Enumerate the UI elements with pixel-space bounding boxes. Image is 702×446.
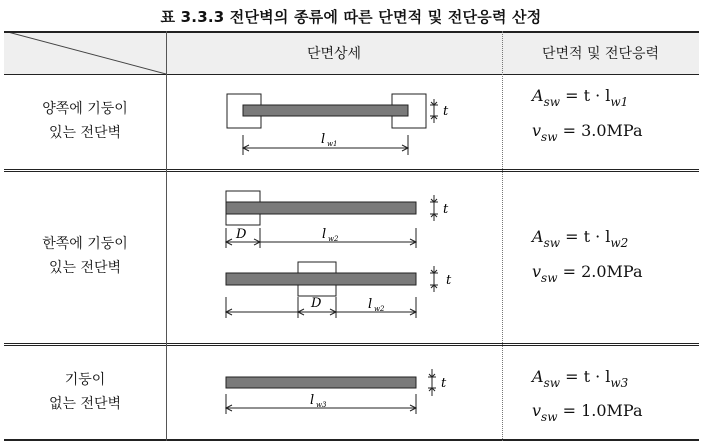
row3-area-formula [532,367,629,390]
row1-stress-v: v [532,121,542,140]
row2-stress-sub: sw [541,271,558,285]
row3-area-sub: sw [543,376,560,390]
row1-dim-l-sub: w1 [327,140,338,148]
row3-dim-l: l [310,393,315,408]
row3-area-rhs-sub: w3 [610,376,629,390]
row1-area-A: A [532,86,544,105]
row2a-dim-t: t [443,202,449,217]
row2-area-formula [532,227,629,250]
row3-dim-t: t [441,376,447,391]
row2-area-A: A [532,227,544,246]
row1-label [4,97,166,145]
row1-area-rhs-sub: w1 [610,95,629,109]
row3-stress-sub: sw [541,410,558,424]
corner-diagonal [4,31,166,74]
row1-stress-formula [532,121,643,144]
row3-wall [226,377,416,388]
shear-wall-table [4,31,699,441]
row3-stress-v: v [532,401,542,420]
row2b-dim-D: D [311,296,322,311]
row1-label-line1: 양쪽에 기둥이 [42,101,128,117]
row2-area-sub: sw [543,236,560,250]
row3-stress-rhs: = 1.0MPa [562,401,643,420]
row1-section-diagram [166,75,502,169]
row2-stress-rhs: = 2.0MPa [562,262,643,281]
rule-bottom [4,439,699,441]
row2b-dim-t: t [446,273,452,288]
row2b-dim-l-sub: w2 [374,305,385,313]
row2-label [4,232,166,280]
header-section-detail: 단면상세 [306,46,362,62]
row3-section-diagram [166,346,502,438]
header-area-stress: 단면적 및 전단응력 [541,46,660,62]
row2-label-line1: 한쪽에 기둥이 [42,236,128,252]
row3-dim-l-sub: w3 [316,401,327,409]
row2a-wall [226,202,416,214]
row3-label [4,368,166,416]
row2a-dim-l: l [322,227,327,242]
row1-stress-rhs: = 3.0MPa [562,121,643,140]
row2-stress-formula [532,262,643,285]
row3-label-line1: 기둥이 [64,372,106,388]
row2-area-rhs-sub: w2 [610,236,629,250]
rule-top [4,31,699,33]
row1-stress-sub: sw [541,130,558,144]
row2b-wall [226,273,416,285]
row2a-dim-D: D [236,227,247,242]
row1-dim-l: l [321,132,326,147]
row3-label-line2: 없는 전단벽 [48,396,122,412]
row2-stress-v: v [532,262,542,281]
row1-wall [243,105,408,116]
row1-area-rhs: = t · l [565,86,611,105]
table-title: 표 3.3.3 전단벽의 종류에 따른 단면적 및 전단응력 산정 [160,8,542,26]
row2a-dim-l-sub: w2 [328,235,339,243]
row1-area-sub: sw [543,95,560,109]
row2-label-line2: 있는 전단벽 [48,260,122,276]
row1-area-formula [532,86,629,109]
row1-label-line2: 있는 전단벽 [48,125,122,141]
row3-stress-formula [532,401,643,424]
row2-section-diagram [166,172,502,342]
row3-area-rhs: = t · l [565,367,611,386]
col-divider-2 [502,31,503,441]
row3-area-A: A [532,367,544,386]
row2b-dim-l: l [368,297,373,312]
row2-area-rhs: = t · l [565,227,611,246]
row1-dim-t: t [443,104,449,119]
